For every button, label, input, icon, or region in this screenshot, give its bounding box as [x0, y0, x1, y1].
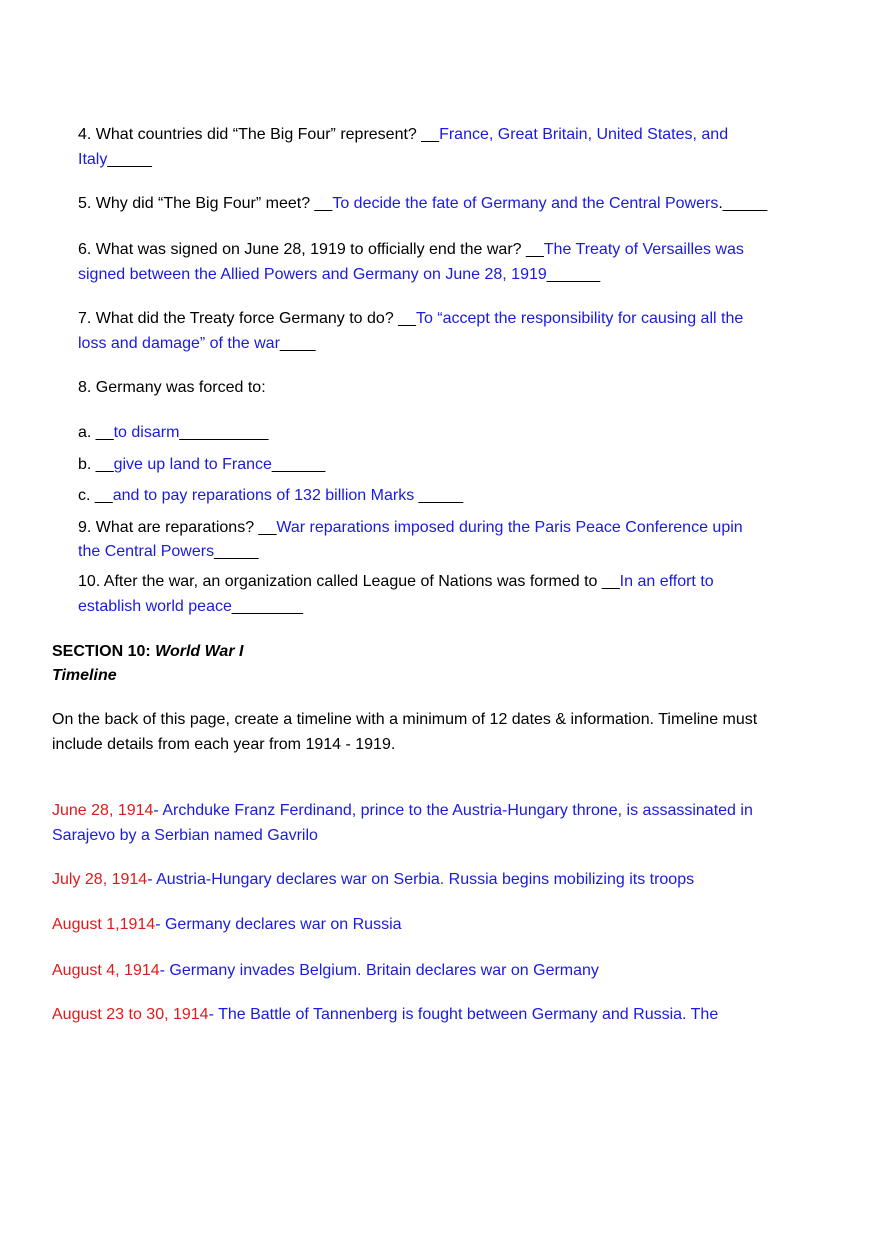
question-9-answer-cont: the Central Powers [78, 543, 215, 560]
question-9-cont [78, 540, 259, 564]
timeline-entry [52, 959, 599, 983]
timeline-date: August 23 to 30, 1914 [52, 1006, 209, 1023]
question-4-prompt: 4. What countries did “The Big Four” represent? __ [78, 126, 440, 143]
question-8-c [78, 484, 463, 508]
timeline-text-cont: Sarajevo by a Serbian named Gavrilo [52, 827, 318, 844]
timeline-entry [52, 868, 694, 892]
question-9-blank: _____ [214, 543, 259, 560]
question-7 [78, 307, 743, 331]
question-10-answer-cont: establish world peace [78, 598, 232, 615]
question-8-a-blank: __________ [179, 424, 269, 441]
question-4-cont [78, 148, 152, 172]
question-10 [78, 570, 714, 594]
timeline-entry [52, 799, 753, 823]
instructions-line-1: On the back of this page, create a timeline with a minimum of 12 dates & information. Timeline must [52, 711, 758, 728]
timeline-text: - The Battle of Tannenberg is fought between Germany and Russia. The [208, 1006, 719, 1023]
question-7-blank: ____ [279, 335, 316, 352]
question-10-blank: ________ [231, 598, 304, 615]
question-7-cont [78, 332, 315, 356]
question-6-answer-cont: signed between the Allied Powers and Germany on June 28, 1919 [78, 266, 547, 283]
timeline-date: July 28, 1914 [52, 871, 148, 888]
timeline-text: - Austria-Hungary declares war on Serbia. Russia begins mobilizing its troops [147, 871, 695, 888]
question-5-prompt: 5. Why did “The Big Four” meet? __ [78, 195, 333, 212]
question-5-blank: ._____ [718, 195, 768, 212]
question-10-prompt: 10. After the war, an organization called League of Nations was formed to __ [78, 573, 620, 590]
timeline-date: August 1,1914 [52, 916, 156, 933]
section-heading [52, 640, 243, 664]
question-8-c-label: c. __ [78, 487, 113, 504]
question-10-answer: In an effort to [619, 573, 714, 590]
question-9 [78, 516, 743, 540]
question-8: 8. Germany was forced to: [78, 379, 266, 396]
timeline-entry [52, 913, 402, 937]
question-8-b-blank: ______ [271, 456, 326, 473]
question-6-blank: ______ [546, 266, 601, 283]
section-label: SECTION 10: [52, 643, 156, 660]
question-4-blank: _____ [107, 151, 152, 168]
question-6-cont [78, 263, 600, 287]
question-4 [78, 123, 728, 147]
section-title: World War I [155, 643, 244, 660]
question-5-answer: To decide the fate of Germany and the Central Powers [332, 195, 719, 212]
question-8-b-label: b. __ [78, 456, 114, 473]
timeline-text: - Germany declares war on Russia [155, 916, 402, 933]
question-7-answer-cont: loss and damage” of the war [78, 335, 280, 352]
timeline-text: - Archduke Franz Ferdinand, prince to the Austria-Hungary throne, is assassinated in [153, 802, 753, 819]
instructions-line-2: include details from each year from 1914 - 1919. [52, 736, 396, 753]
question-4-answer-cont: Italy [78, 151, 108, 168]
timeline-text: - Germany invades Belgium. Britain declares war on Germany [159, 962, 599, 979]
question-8-c-blank: _____ [414, 487, 464, 504]
question-9-prompt: 9. What are reparations? __ [78, 519, 277, 536]
question-5 [78, 192, 767, 216]
question-8-a-label: a. __ [78, 424, 114, 441]
timeline-entry [52, 1003, 718, 1027]
question-9-answer: War reparations imposed during the Paris Peace Conference upin [276, 519, 743, 536]
question-4-answer: France, Great Britain, United States, and [439, 126, 729, 143]
question-8-a-answer: to disarm [113, 424, 180, 441]
question-6 [78, 238, 744, 262]
question-8-b [78, 453, 325, 477]
section-subtitle: Timeline [52, 667, 117, 684]
question-8-a [78, 421, 268, 445]
timeline-date: August 4, 1914 [52, 962, 160, 979]
question-7-prompt: 7. What did the Treaty force Germany to do? __ [78, 310, 416, 327]
question-6-prompt: 6. What was signed on June 28, 1919 to officially end the war? __ [78, 241, 544, 258]
timeline-date: June 28, 1914 [52, 802, 154, 819]
question-6-answer: The Treaty of Versailles was [543, 241, 744, 258]
question-7-answer: To “accept the responsibility for causing all the [415, 310, 744, 327]
question-8-b-answer: give up land to France [113, 456, 272, 473]
question-10-cont [78, 595, 303, 619]
question-8-c-answer: and to pay reparations of 132 billion Marks [112, 487, 415, 504]
